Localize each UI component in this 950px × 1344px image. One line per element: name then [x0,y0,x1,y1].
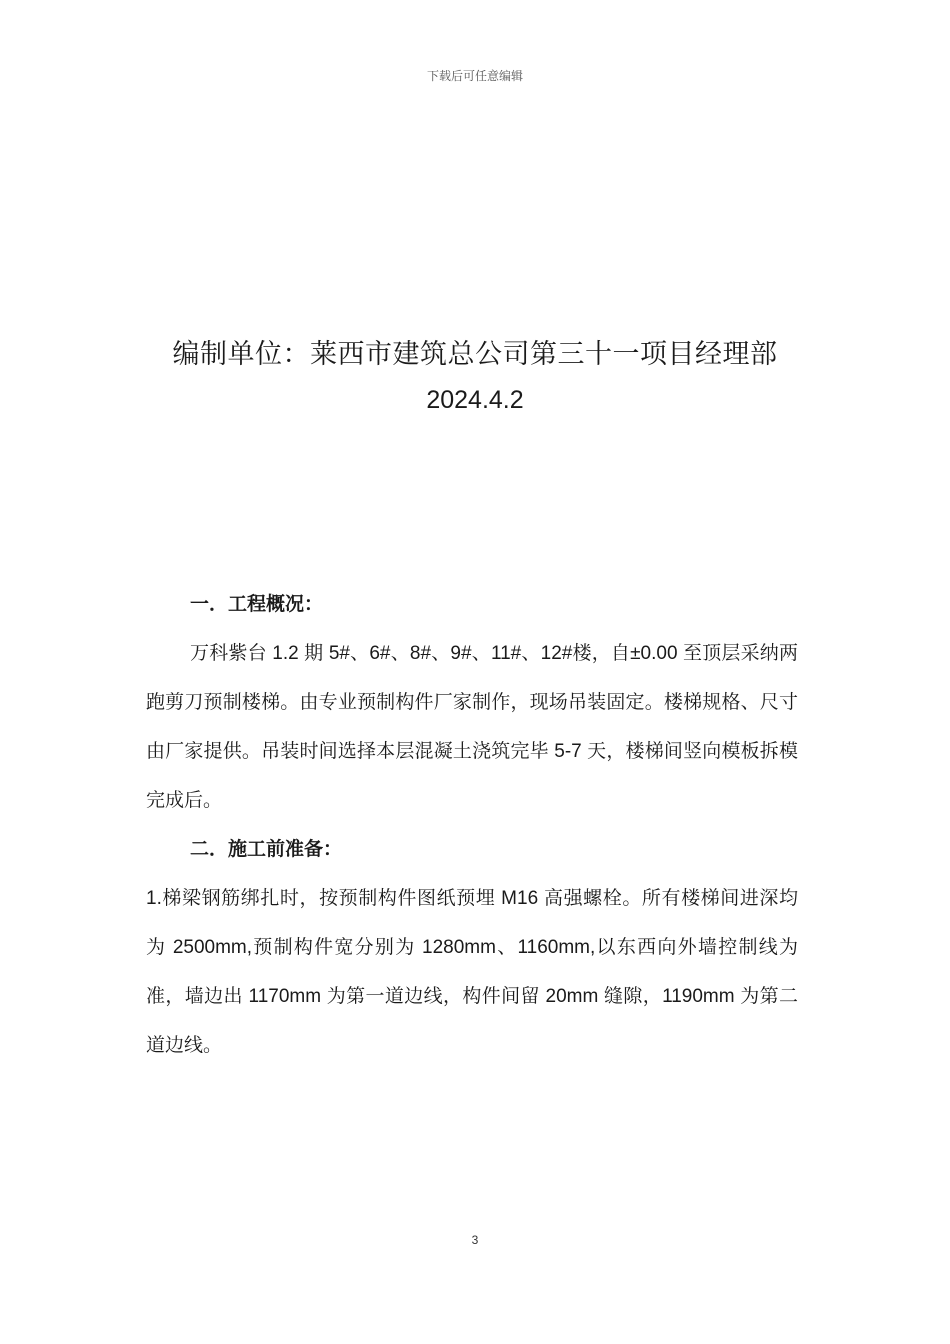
section-heading-overview: 一．工程概况： [190,594,324,615]
document-body [146,580,798,1070]
page-number: 3 [471,1233,479,1247]
section-heading-preparation: 二．施工前准备： [190,839,343,860]
page-header: 下载后可任意编辑 [426,69,523,83]
date-line: 2024.4.2 [426,386,524,414]
organization-line: 编制单位：莱西市建筑总公司第三十一项目经理部 [172,339,778,370]
section-paragraph-preparation: 1.梯梁钢筋绑扎时，按预制构件图纸预埋 M16 高强螺栓。所有楼梯间进深均为 2500mm,预制构件宽分别为 1280mm、1160mm,以东西向外墙控制线为准，墙边出 1170mm 为第一道边线，构件间留 20mm 缝隙，1190mm 为第二道边线。 [146,888,798,1056]
section-paragraph-overview: 万科紫台 1.2 期 5#、6#、8#、9#、11#、12#楼，自±0.00 至顶层采纳两跑剪刀预制楼梯。由专业预制构件厂家制作，现场吊装固定。楼梯规格、尺寸由厂家提供。吊装时间选择本层混凝土浇筑完毕 5-7 天，楼梯间竖向模板拆模完成后。 [146,643,798,811]
